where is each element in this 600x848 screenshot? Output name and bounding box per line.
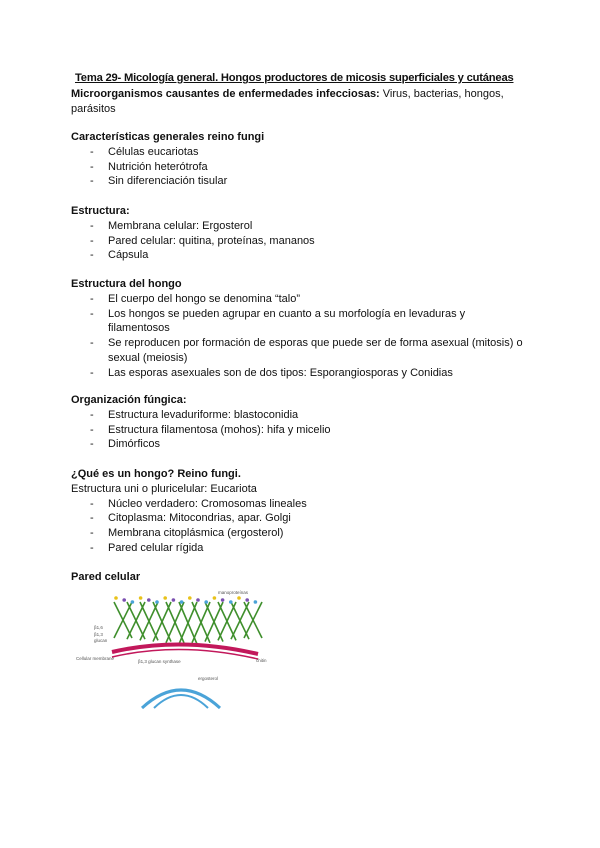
section-que-es-hongo — [71, 467, 541, 556]
mannoprotein-dot — [196, 598, 200, 602]
intro-label: Microorganismos causantes de enfermedades infecciosas: — [71, 88, 380, 100]
mannoprotein-dot — [188, 596, 192, 600]
list-item: - Cápsula — [71, 248, 541, 263]
mannoprotein-dot — [254, 600, 258, 604]
list-item: - El cuerpo del hongo se denomina “talo” — [71, 292, 541, 307]
list-item: - Núcleo verdadero: Cromosomas lineales — [71, 497, 541, 512]
section-estructura-hongo — [71, 277, 541, 381]
bullet-list — [71, 292, 541, 381]
bullet-list — [71, 497, 541, 556]
section-heading: ¿Qué es un hongo? Reino fungi. — [71, 468, 241, 480]
glucan-lattice — [114, 602, 262, 644]
list-item: - Citoplasma: Mitocondrias, apar. Golgi — [71, 511, 541, 526]
mannoprotein-dot — [114, 596, 118, 600]
mannoprotein-dot — [245, 598, 249, 602]
bullet-list — [71, 408, 541, 452]
page-title: Tema 29- Micología general. Hongos productores de micosis superficiales y cutáneas — [75, 72, 514, 84]
section-heading: Estructura del hongo — [71, 278, 182, 290]
label-b13: β1,3 — [94, 632, 103, 637]
section-line: Estructura uni o pluricelular: Eucariota — [71, 482, 257, 495]
list-item: - Las esporas asexuales son de dos tipos: Esporangiosporas y Conidias — [71, 366, 541, 381]
list-item: - Células eucariotas — [71, 145, 541, 160]
mannoprotein-dot — [131, 600, 135, 604]
intro-text: Virus, bacterias, hongos, parásitos — [71, 88, 504, 115]
list-item: - Sin diferenciación tisular — [71, 174, 541, 189]
mannoprotein-dot — [237, 596, 241, 600]
section-heading: Organización fúngica: — [71, 394, 187, 406]
mannoprotein-dot — [155, 600, 159, 604]
label-synthase: β1,3 glucan synthase — [138, 659, 181, 664]
list-item: - Se reproducen por formación de esporas que puede ser de forma asexual (mitosis) o sexual (meiosis) — [71, 336, 541, 366]
list-item: - Pared celular: quitina, proteínas, mananos — [71, 234, 541, 249]
bullet-list — [71, 219, 541, 263]
mannoprotein-dot — [163, 596, 167, 600]
mannoprotein-dot — [122, 598, 126, 602]
section-caracteristicas — [71, 130, 541, 189]
list-item: - Los hongos se pueden agrupar en cuanto a su morfología en levaduras y filamentosos — [71, 307, 541, 337]
mannoprotein-dot — [180, 600, 184, 604]
list-item: - Pared celular rígida — [71, 541, 541, 556]
label-chitin: chitin — [256, 658, 267, 663]
section-organizacion — [71, 393, 541, 452]
section-heading: Estructura: — [71, 205, 130, 217]
section-heading: Características generales reino fungi — [71, 131, 265, 143]
mannoprotein-dot — [172, 598, 176, 602]
mannoprotein-dot — [204, 600, 208, 604]
list-item: - Estructura levaduriforme: blastoconidia — [71, 408, 541, 423]
label-b16: β1,6 — [94, 625, 103, 630]
mannoprotein-dot — [229, 600, 233, 604]
label-cell-membrane: Cellular membrane — [76, 656, 115, 661]
mannoprotein-dot — [147, 598, 151, 602]
section-estructura — [71, 204, 541, 263]
vesicle-arc — [142, 690, 220, 708]
mannoprotein-dot — [139, 596, 143, 600]
label-mannoproteins: manoproteínas — [218, 590, 249, 595]
section-pared-celular — [71, 570, 541, 585]
section-heading: Pared celular — [71, 571, 141, 583]
list-item: - Nutrición heterótrofa — [71, 160, 541, 175]
cell-wall-diagram — [76, 584, 280, 712]
mannoprotein-dot — [213, 596, 217, 600]
mannoprotein-dot — [221, 598, 225, 602]
label-glucan: glucan — [94, 638, 108, 643]
label-ergosterol: ergosterol — [198, 676, 219, 681]
bullet-list — [71, 145, 541, 189]
vesicle-arc-inner — [154, 695, 208, 708]
intro-paragraph — [71, 87, 531, 116]
list-item: - Membrana citoplásmica (ergosterol) — [71, 526, 541, 541]
list-item: - Membrana celular: Ergosterol — [71, 219, 541, 234]
list-item: - Estructura filamentosa (mohos): hifa y micelio — [71, 423, 541, 438]
list-item: - Dimórficos — [71, 437, 541, 452]
